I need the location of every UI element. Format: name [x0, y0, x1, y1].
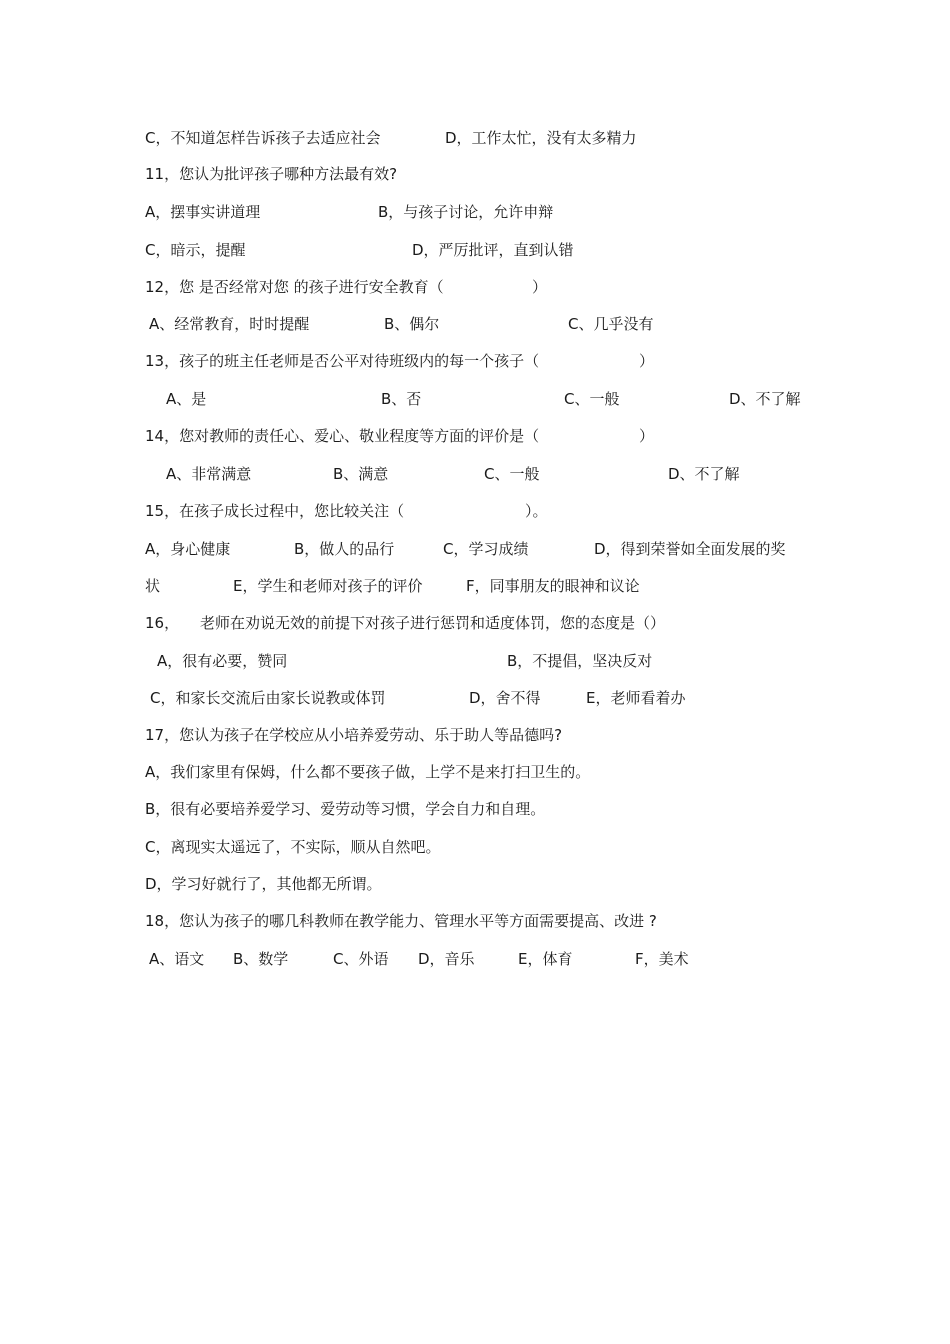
option-q11-a: A，摆事实讲道理	[145, 203, 261, 221]
option-q11-c: C，暗示，提醒	[145, 241, 246, 259]
option-q11-b: B，与孩子讨论，允许申辩	[378, 203, 554, 221]
question-15-close: ）。	[525, 502, 548, 520]
question-18: 18，您认为孩子的哪几科教师在教学能力、管理水平等方面需要提高、改进 ?	[145, 912, 657, 930]
question-17: 17，您认为孩子在学校应从小培养爱劳动、乐于助人等品德吗?	[145, 726, 563, 744]
option-q13-a: A、是	[166, 390, 207, 408]
question-16-number: 16，	[145, 614, 180, 632]
option-q16-d: D，舍不得	[469, 689, 541, 707]
option-q11-d: D，严厉批评，直到认错	[412, 241, 574, 259]
question-11: 11，您认为批评孩子哪种方法最有效?	[145, 165, 398, 183]
question-12-close: ）	[532, 278, 548, 296]
option-q16-b: B，不提倡，坚决反对	[507, 652, 653, 670]
option-q15-f: F，同事朋友的眼神和议论	[466, 577, 640, 595]
option-q16-e: E，老师看着办	[586, 689, 686, 707]
question-15: 15，在孩子成长过程中，您比较关注（	[145, 502, 405, 520]
option-q13-b: B、否	[381, 390, 422, 408]
option-q14-b: B、满意	[333, 465, 389, 483]
question-14-close: ）	[639, 427, 655, 445]
option-q15-d: D，得到荣誉如全面发展的奖	[594, 540, 786, 558]
question-13-close: ）	[639, 352, 655, 370]
option-q15-a: A，身心健康	[145, 540, 231, 558]
option-q12-a: A、经常教育，时时提醒	[149, 315, 310, 333]
option-q18-d: D，音乐	[418, 950, 475, 968]
option-q15-c: C，学习成绩	[443, 540, 529, 558]
option-q17-a: A，我们家里有保姆，什么都不要孩子做，上学不是来打扫卫生的。	[145, 763, 591, 781]
option-q18-a: A、语文	[149, 950, 205, 968]
option-q15-d-wrap: 状	[145, 577, 161, 595]
option-q18-b: B、数学	[233, 950, 289, 968]
option-q13-c: C、一般	[564, 390, 620, 408]
option-q18-c: C、外语	[333, 950, 389, 968]
question-16: 老师在劝说无效的前提下对孩子进行惩罚和适度体罚，您的态度是（）	[200, 614, 666, 632]
option-q17-c: C，离现实太遥远了，不实际，顺从自然吧。	[145, 838, 441, 856]
option-q13-d: D、不了解	[729, 390, 801, 408]
option-q18-f: F，美术	[635, 950, 689, 968]
option-q14-c: C、一般	[484, 465, 540, 483]
question-13: 13，孩子的班主任老师是否公平对待班级内的每一个孩子（	[145, 352, 540, 370]
option-q15-e: E，学生和老师对孩子的评价	[233, 577, 423, 595]
question-14: 14，您对教师的责任心、爱心、敬业程度等方面的评价是（	[145, 427, 540, 445]
option-q18-e: E，体育	[518, 950, 573, 968]
option-q17-b: B，很有必要培养爱学习、爱劳动等习惯，学会自力和自理。	[145, 800, 546, 818]
option-q16-a: A，很有必要，赞同	[157, 652, 288, 670]
option-q15-b: B，做人的品行	[294, 540, 395, 558]
option-q14-a: A、非常满意	[166, 465, 252, 483]
option-q14-d: D、不了解	[668, 465, 740, 483]
option-q10-c: C，不知道怎样告诉孩子去适应社会	[145, 129, 381, 147]
option-q10-d: D，工作太忙，没有太多精力	[445, 129, 637, 147]
option-q12-b: B、偶尔	[384, 315, 440, 333]
question-12: 12，您 是否经常对您 的孩子进行安全教育（	[145, 278, 444, 296]
option-q16-c: C，和家长交流后由家长说教或体罚	[150, 689, 386, 707]
option-q17-d: D，学习好就行了，其他都无所谓。	[145, 875, 382, 893]
option-q12-c: C、几乎没有	[568, 315, 654, 333]
